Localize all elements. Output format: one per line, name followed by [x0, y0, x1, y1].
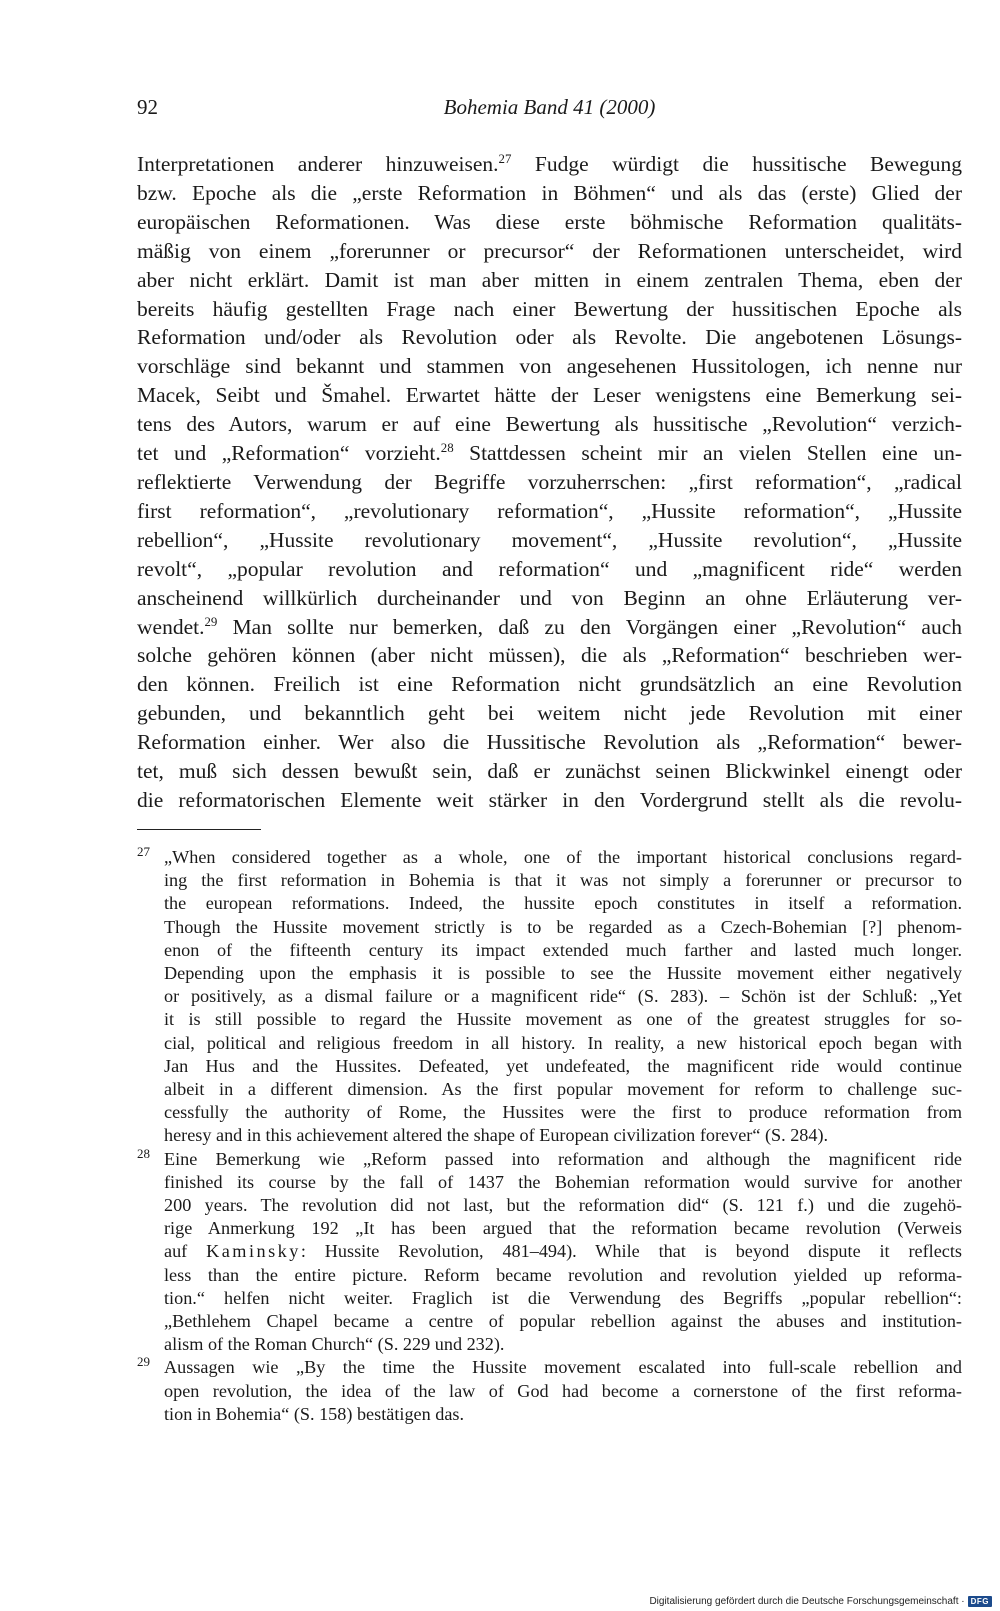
body-text-segment: Macek, Seibt und Šmahel. Erwartet hätte der Leser wenigstens eine Bemerkung sei-: [137, 383, 962, 408]
footnote-line: finished its course by the fall of 1437 the Bohemian reformation would survive for another: [164, 1171, 962, 1192]
body-line: [137, 497, 962, 526]
footnote-line: „Bethlehem Chapel became a centre of popular rebellion against the abuses and institution-: [164, 1311, 962, 1332]
footnote-reference[interactable]: 27: [498, 151, 512, 166]
footnote-text-segment: auf: [164, 1241, 207, 1262]
footnote-line: cessfully the authority of Rome, the Hussites were the first to produce reformation from: [164, 1102, 962, 1123]
footnote-29: [137, 1356, 962, 1426]
body-text-segment: aber nicht erklärt. Damit ist man aber mitten in einem zentralen Thema, eben der: [137, 267, 962, 292]
footnote-line: ing the first reformation in Bohemia is that it was not simply a forerunner or precursor to: [164, 870, 962, 891]
footnote-line: tion in Bohemia“ (S. 158) bestätigen das.: [164, 1403, 465, 1424]
body-text-segment: Interpretationen anderer hinzuweisen.: [137, 152, 499, 176]
footnotes: [137, 846, 962, 1426]
body-line: [137, 439, 962, 468]
body-text-segment: reflektierte Verwendung der Begriffe vorzuherrschen: „first reformation“, „radical: [137, 469, 962, 494]
body-line: [137, 786, 962, 815]
footnote-number: 27: [137, 844, 150, 859]
body-text-segment: bereits häufig gestellten Frage nach einer Bewertung der hussitischen Epoche als: [137, 296, 962, 321]
body-text-segment: Reformation und/oder als Revolution oder als Revolte. Die angebotenen Lösungs-: [137, 325, 962, 350]
footnote-line: Though the Hussite movement strictly is to be regarded as a Czech-Bohemian [?] phenom-: [164, 916, 962, 937]
body-text-segment: mäßig von einem „forerunner or precursor“ der Reformationen unterscheidet, wird: [137, 238, 962, 263]
footnote-text-segment: : Hussite Revolution, 481–494). While that is beyond dispute it reflects: [300, 1241, 962, 1262]
dfg-logo: DFG: [968, 1596, 992, 1607]
body-text-segment: anscheinend willkürlich durcheinander und von Beginn an ohne Erläuterung ver-: [137, 585, 962, 610]
body-line: [137, 323, 962, 352]
footnote-line: open revolution, the idea of the law of God had become a cornerstone of the first reforma-: [164, 1380, 962, 1401]
body-text-segment: bzw. Epoche als die „erste Reformation in Böhmen“ und als das (erste) Glied der: [137, 180, 962, 205]
body-text-segment: Reformation einher. Wer also die Hussitische Revolution als „Reformation“ bewer-: [137, 730, 962, 755]
body-text-segment: tens des Autors, warum er auf eine Bewertung als hussitische „Revolution“ verzich-: [137, 412, 962, 437]
running-title: Bohemia Band 41 (2000): [443, 95, 656, 119]
credit-text: Digitalisierung gefördert durch die Deutsche Forschungsgemeinschaft ·: [649, 1596, 965, 1607]
body-text-segment: europäischen Reformationen. Was diese erste böhmische Reformation qualitäts-: [137, 209, 962, 234]
footnote-line: rige Anmerkung 192 „It has been argued that the reformation became revolution (Verweis: [164, 1218, 962, 1239]
body-text-segment: vorschläge sind bekannt und stammen von angesehenen Hussitologen, ich nenne nur: [137, 354, 962, 379]
body-text-segment: first reformation“, „revolutionary reformation“, „Hussite reformation“, „Hussite: [137, 498, 962, 523]
footnote-line: heresy and in this achievement altered the shape of European civilization forever“ (S. 284).: [164, 1125, 829, 1146]
body-line: [137, 381, 962, 410]
body-line: [137, 150, 962, 179]
body-text-segment: tet, muß sich dessen bewußt sein, daß er zunächst seinen Blickwinkel einengt oder: [137, 759, 962, 784]
body-line: [137, 670, 962, 699]
body-text-segment: tet und „Reformation“ vorzieht.: [137, 441, 441, 466]
body-line: [137, 352, 962, 381]
footnote-line: it is still possible to regard the Hussite movement as one of the greatest struggles for so-: [164, 1009, 962, 1030]
footnote-rule: [137, 829, 261, 830]
body-line: [137, 410, 962, 439]
body-line: [137, 295, 962, 324]
footnote-line: tion.“ helfen nicht weiter. Fraglich ist die Verwendung des Begriffs „popular rebellion“:: [164, 1287, 962, 1308]
body-text-segment: Stattdessen scheint mir an vielen Stellen eine un-: [453, 441, 962, 466]
footnote-line: 200 years. The revolution did not last, but the reformation did“ (S. 121 f.) und die zugehö-: [164, 1195, 962, 1216]
body-text: [137, 150, 962, 815]
body-line: [137, 699, 962, 728]
body-line: [137, 237, 962, 266]
author-name: Kaminsky: [206, 1241, 301, 1262]
footnote-reference[interactable]: 28: [440, 440, 454, 455]
body-text-segment: gebunden, und bekanntlich geht bei weitem nicht jede Revolution mit einer: [137, 701, 962, 726]
footnote-line: Eine Bemerkung wie „Reform passed into reformation and although the magnificent ride: [164, 1148, 962, 1169]
body-text-segment: rebellion“, „Hussite revolutionary movement“, „Hussite revolution“, „Hussite: [137, 527, 962, 552]
body-text-segment: Fudge würdigt die hussitische Bewegung: [511, 152, 962, 176]
footnote-line: „When considered together as a whole, one of the important historical conclusions regard-: [164, 847, 962, 867]
body-line: [137, 208, 962, 237]
footnote-line: enon of the fifteenth century its impact extended much farther and lasted much longer.: [164, 939, 962, 960]
body-line: [137, 757, 962, 786]
body-text-segment: solche gehören können (aber nicht müssen), die als „Reformation“ beschrieben wer-: [137, 643, 962, 668]
body-line: [137, 526, 962, 555]
digitization-credit: [649, 1596, 992, 1607]
footnote-line: alism of the Roman Church“ (S. 229 und 232).: [164, 1334, 505, 1355]
body-text-segment: Man sollte nur bemerken, daß zu den Vorgängen einer „Revolution“ auch: [217, 614, 962, 639]
body-text-segment: wendet.: [137, 614, 205, 639]
footnote-line: Aussagen wie „By the time the Hussite movement escalated into full-scale rebellion and: [164, 1357, 962, 1378]
body-line: [137, 613, 962, 642]
body-text-segment: revolt“, „popular revolution and reformation“ und „magnificent ride“ werden: [137, 556, 962, 581]
footnote-number: 28: [137, 1145, 150, 1161]
body-line: [137, 584, 962, 613]
footnote-line: the european reformations. Indeed, the hussite epoch constitutes in itself a reformation.: [164, 893, 962, 914]
footnote-line: [164, 1240, 962, 1263]
footnote-27: [137, 846, 962, 1148]
footnote-line: cial, political and religious freedom in all history. In reality, a new historical epoch began with: [164, 1032, 962, 1053]
body-line: [137, 555, 962, 584]
footnote-line: Depending upon the emphasis it is possible to see the Hussite movement either negatively: [164, 963, 962, 984]
body-line: [137, 728, 962, 757]
body-text-segment: die reformatorischen Elemente weit stärker in den Vordergrund stellt als die revolu-: [137, 787, 962, 812]
body-text-segment: den können. Freilich ist eine Reformation nicht grundsätzlich an eine Revolution: [137, 672, 962, 697]
footnote-number: 29: [137, 1354, 150, 1370]
footnote-28: [137, 1145, 962, 1357]
footnote-line: less than the entire picture. Reform became revolution and revolution yielded up reforma-: [164, 1264, 962, 1285]
footnote-reference[interactable]: 29: [204, 614, 218, 629]
body-line: [137, 641, 962, 670]
page-number: 92: [137, 95, 158, 119]
body-line: [137, 266, 962, 295]
footnote-line: albeit in a different dimension. As the first popular movement for reform to challenge suc-: [164, 1079, 962, 1100]
body-line: [137, 468, 962, 497]
footnote-line: Jan Hus and the Hussites. Defeated, yet undefeated, the magnificent ride would continue: [164, 1055, 962, 1076]
footnote-line: or positively, as a dismal failure or a magnificent ride“ (S. 283). – Schön ist der Schluß: „Yet: [164, 986, 962, 1007]
body-line: [137, 179, 962, 208]
